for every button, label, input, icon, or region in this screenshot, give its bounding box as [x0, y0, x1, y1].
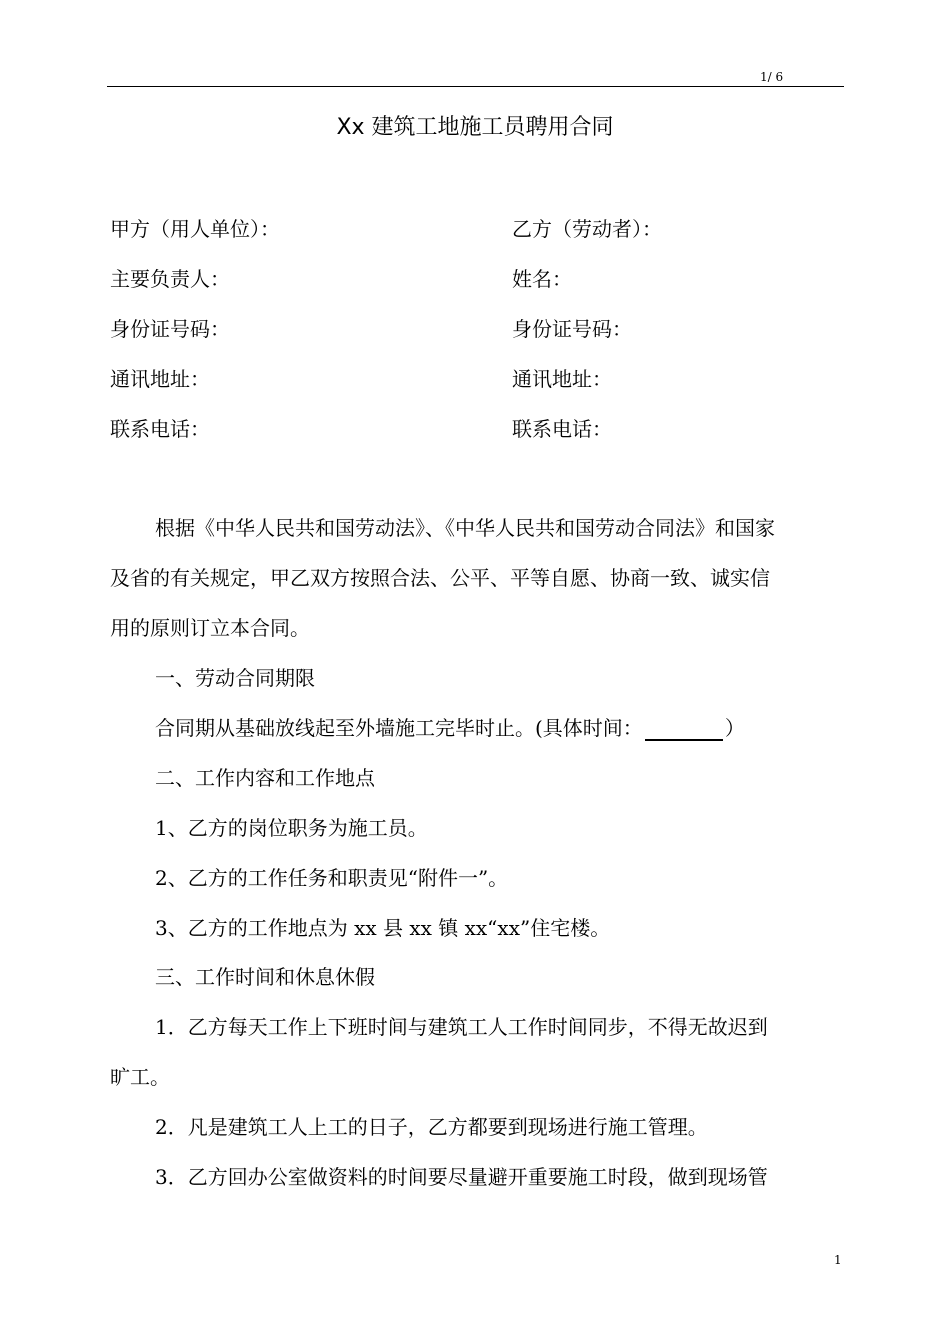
party-b-label: 乙方（劳动者）：: [512, 217, 662, 241]
term-close-paren: ）: [724, 716, 745, 740]
page-number: 1: [834, 1253, 842, 1267]
party-a-phone: 联系电话：: [110, 417, 210, 441]
party-a-id-number: 身份证号码：: [110, 317, 230, 341]
header-rule: [107, 86, 844, 87]
intro-line-1: 根据《中华人民共和国劳动法》、《中华人民共和国劳动合同法》和国家: [155, 516, 775, 540]
term-date-blank: [645, 719, 723, 741]
party-b-address: 通讯地址：: [512, 367, 612, 391]
section-2-item-3: 3、乙方的工作地点为 xx 县 xx 镇 xx“xx”住宅楼。: [155, 916, 611, 940]
party-a-address: 通讯地址：: [110, 367, 210, 391]
section-2-item-1: 1、乙方的岗位职务为施工员。: [155, 816, 428, 840]
party-a-principal: 主要负责人：: [110, 267, 230, 291]
section-3-title: 三、工作时间和休息休假: [155, 965, 375, 989]
section-1-title: 一、劳动合同期限: [155, 666, 315, 690]
party-a-label: 甲方（用人单位）：: [110, 217, 280, 241]
page-title: Xx 建筑工地施工员聘用合同: [336, 115, 614, 140]
party-b-name: 姓名：: [512, 267, 572, 291]
party-b-id-number: 身份证号码：: [512, 317, 632, 341]
party-b-phone: 联系电话：: [512, 417, 612, 441]
section-2-title: 二、工作内容和工作地点: [155, 766, 375, 790]
intro-line-2: 及省的有关规定，甲乙双方按照合法、公平、平等自愿、协商一致、诚实信: [110, 566, 770, 590]
section-1-text: [155, 714, 890, 742]
intro-line-3: 用的原则订立本合同。: [110, 616, 310, 640]
section-2-item-2: 2、乙方的工作任务和职责见“附件一”。: [155, 866, 509, 890]
section-3-item-2: 2．凡是建筑工人上工的日子，乙方都要到现场进行施工管理。: [155, 1115, 708, 1139]
section-3-item-1-line-2: 旷工。: [110, 1065, 170, 1089]
term-text: 合同期从基础放线起至外墙施工完毕时止。(具体时间：: [155, 716, 643, 740]
section-3-item-1-line-1: 1．乙方每天工作上下班时间与建筑工人工作时间同步，不得无故迟到: [155, 1015, 768, 1039]
page-count: 1/ 6: [760, 70, 784, 84]
section-3-item-3: 3．乙方回办公室做资料的时间要尽量避开重要施工时段，做到现场管: [155, 1165, 768, 1189]
